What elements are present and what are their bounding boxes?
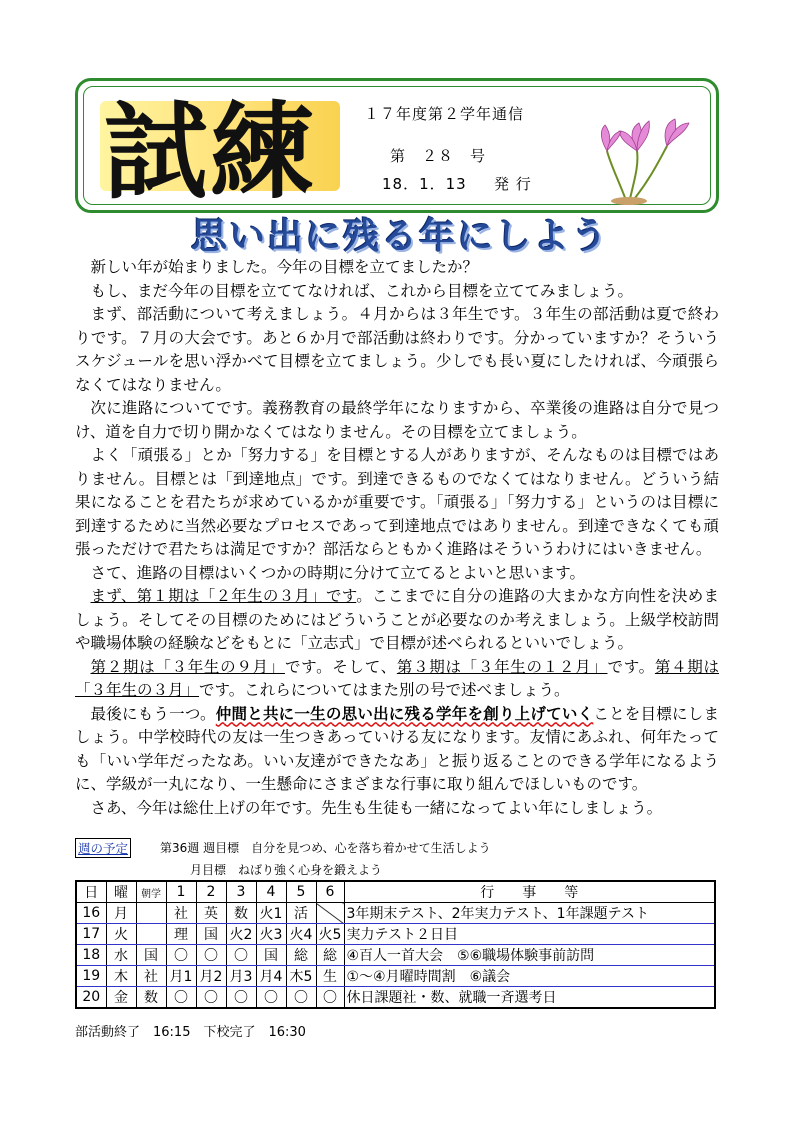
text-span: です。 <box>607 657 655 676</box>
emphasized-goal: 仲間と共に一生の思い出に残る学年を創り上げていく <box>215 704 594 723</box>
cell-morning: 社 <box>136 966 166 987</box>
issue-number: 第 ２８ 号 <box>390 147 487 165</box>
cell-period-5: 〇 <box>286 987 316 1009</box>
cell-day: 16 <box>76 903 106 924</box>
cell-period-1: 月1 <box>166 966 196 987</box>
cell-period-6: 〇 <box>316 987 344 1009</box>
cell-day: 18 <box>76 945 106 966</box>
paragraph: 次に進路についてです。義務教育の最終学年になりますから、卒業後の進路は自分で見つけ、道を自力で切り開かなくてはなりません。その目標を立てましょう。 <box>75 399 719 441</box>
article-body <box>75 256 719 820</box>
cell-weekday: 木 <box>106 966 136 987</box>
cell-period-1: 〇 <box>166 987 196 1009</box>
header-cell: 2 <box>196 881 226 903</box>
cell-period-4: 月4 <box>256 966 286 987</box>
underlined-phrase: 第２期は「３年生の９月」 <box>90 657 285 676</box>
text-span: 。ここまでに自分の進路の大まかな方向性を決めましょう。そしてその目標のためにはどういうことが必要なのか考えましょう。上級学校訪問や職場体験の経験などをもとに「立志式」で目標が述べられるといいでしょう。 <box>75 587 719 652</box>
cell-morning: 数 <box>136 987 166 1009</box>
cell-day: 20 <box>76 987 106 1009</box>
table-row <box>76 966 715 987</box>
cell-period-2: 〇 <box>196 987 226 1009</box>
header-cell: 行 事 等 <box>344 881 715 903</box>
cell-period-3: 月3 <box>226 966 256 987</box>
paragraph <box>75 656 719 703</box>
cell-period-2: 国 <box>196 924 226 945</box>
paragraph: まず、部活動について考えましょう。４月からは３年生です。３年生の部活動は夏で終わりです。７月の大会です。あと６か月で部活動は終わりです。分かっていますか？そういうスケジュールを思い浮かべて目標を立てましょう。少しでも長い夏にしたければ、今頑張らなくてはなりません。 <box>75 305 719 394</box>
month-goal: 月目標 ねばり強く心身を鍛えよう <box>190 863 383 877</box>
cell-period-6: 生 <box>316 966 344 987</box>
cell-period-1: 〇 <box>166 945 196 966</box>
underlined-phrase: 第４期は「３年生の３月」 <box>75 657 719 699</box>
cell-weekday: 水 <box>106 945 136 966</box>
issue-date: 18．1．13 <box>382 175 467 193</box>
header-cell: 4 <box>256 881 286 903</box>
header-cell: 1 <box>166 881 196 903</box>
newsletter-title <box>104 90 317 213</box>
cell-period-2: 〇 <box>196 945 226 966</box>
cell-period-3: 数 <box>226 903 256 924</box>
header-cell: 5 <box>286 881 316 903</box>
masthead <box>75 78 719 213</box>
cell-events: 3年期末テスト、2年実力テスト、1年課題テスト <box>344 903 715 924</box>
header-cell: 6 <box>316 881 344 903</box>
cell-period-3: 〇 <box>226 945 256 966</box>
paragraph: 新しい年が始まりました。今年の目標を立てましたか？ <box>90 258 479 276</box>
cell-period-4: 国 <box>256 945 286 966</box>
title-char-1: 試 <box>104 90 211 213</box>
cell-events: ①～④月曜時間割 ⑥議会 <box>344 966 715 987</box>
cell-morning: 国 <box>136 945 166 966</box>
cell-morning <box>136 903 166 924</box>
cell-period-6: 火5 <box>316 924 344 945</box>
text-span: ことを目標にしましょう。中学校時代の友は一生つきあっていける友になります。友情にあふれ、何年たっても「いい学年だったなあ。いい友達ができたなあ」と振り返ることのできる学年になるように、学級が一丸になり、一生懸命にさまざまな行事に取り組んでほしいものです。 <box>75 704 719 793</box>
cell-period-3: 火2 <box>226 924 256 945</box>
table-header-row <box>76 881 715 903</box>
text-span: 最後にもう一つ。 <box>90 704 216 723</box>
title-char-2: 練 <box>210 90 317 213</box>
cell-period-4: 火3 <box>256 924 286 945</box>
schedule-header <box>75 836 719 880</box>
table-row <box>76 987 715 1009</box>
week-schedule-label: 週の予定 <box>75 838 131 858</box>
school-year-line: １７年度第２学年通信 <box>364 105 525 123</box>
schedule-table <box>75 880 716 1009</box>
underlined-phrase: まず、第１期は「２年生の３月」です <box>90 587 357 605</box>
table-row <box>76 903 715 924</box>
header-cell: 日 <box>76 881 106 903</box>
cell-period-1: 社 <box>166 903 196 924</box>
cell-weekday: 火 <box>106 924 136 945</box>
header-cell: 3 <box>226 881 256 903</box>
cell-period-6-empty <box>316 903 344 924</box>
cell-events: 休日課題社・数、就職一斉選考日 <box>344 987 715 1009</box>
cell-period-4: 火1 <box>256 903 286 924</box>
paragraph: よく「頑張る」とか「努力する」を目標とする人がありますが、そんなものは目標ではありません。目標とは「到達地点」です。到達できるものでなくてはなりません。どういう結果になることを君たちが求めているかが重要です。「頑張る」「努力する」というのは目標に到達するために当然必要なプロセスであって到達地点ではありません。到達できなくても頑張っただけで君たちは満足ですか？部活ならともかく進路はそういうわけにはいきません。 <box>75 446 719 558</box>
masthead-inner-frame <box>83 86 711 213</box>
week-goal: 第36週 週目標 自分を見つめ、心を落ち着かせて生活しよう <box>160 841 491 855</box>
table-row <box>76 945 715 966</box>
cell-period-5: 火4 <box>286 924 316 945</box>
underlined-phrase: 第３期は「３年生の１２月」 <box>396 657 608 676</box>
cell-morning <box>136 924 166 945</box>
paragraph: さて、進路の目標はいくつかの時期に分けて立てるとよいと思います。 <box>90 563 585 582</box>
cell-period-2: 英 <box>196 903 226 924</box>
cell-period-5: 活 <box>286 903 316 924</box>
paragraph <box>75 585 719 656</box>
paragraph <box>75 703 719 797</box>
cell-day: 19 <box>76 966 106 987</box>
text-span: です。そして、 <box>284 657 397 676</box>
paragraph: もし、まだ今年の目標を立ててなければ、これから目標を立ててみましょう。 <box>90 281 634 300</box>
issued-label: 発 行 <box>494 175 532 193</box>
cell-period-6: 総 <box>316 945 344 966</box>
cell-events: ④百人一首大会 ⑤⑥職場体験事前訪問 <box>344 945 715 966</box>
text-span: です。これらについてはまた別の号で述べましょう。 <box>199 681 570 699</box>
paragraph: さあ、今年は総仕上げの年です。先生も生徒も一緒になってよい年にしましょう。 <box>90 798 663 817</box>
cyclamen-flower-icon <box>589 111 699 206</box>
cell-weekday: 金 <box>106 987 136 1009</box>
cell-weekday: 月 <box>106 903 136 924</box>
headline: 思い出に残る年にしよう <box>190 216 609 257</box>
cell-day: 17 <box>76 924 106 945</box>
cell-period-1: 理 <box>166 924 196 945</box>
cell-period-3: 〇 <box>226 987 256 1009</box>
header-cell: 曜 <box>106 881 136 903</box>
cell-events: 実力テスト２日目 <box>344 924 715 945</box>
header-cell: 朝学 <box>136 881 166 903</box>
cell-period-2: 月2 <box>196 966 226 987</box>
table-row <box>76 924 715 945</box>
cell-period-4: 〇 <box>256 987 286 1009</box>
club-end-time: 部活動終了 16:15 下校完了 16:30 <box>75 1025 306 1040</box>
cell-period-5: 総 <box>286 945 316 966</box>
cell-period-5: 木5 <box>286 966 316 987</box>
